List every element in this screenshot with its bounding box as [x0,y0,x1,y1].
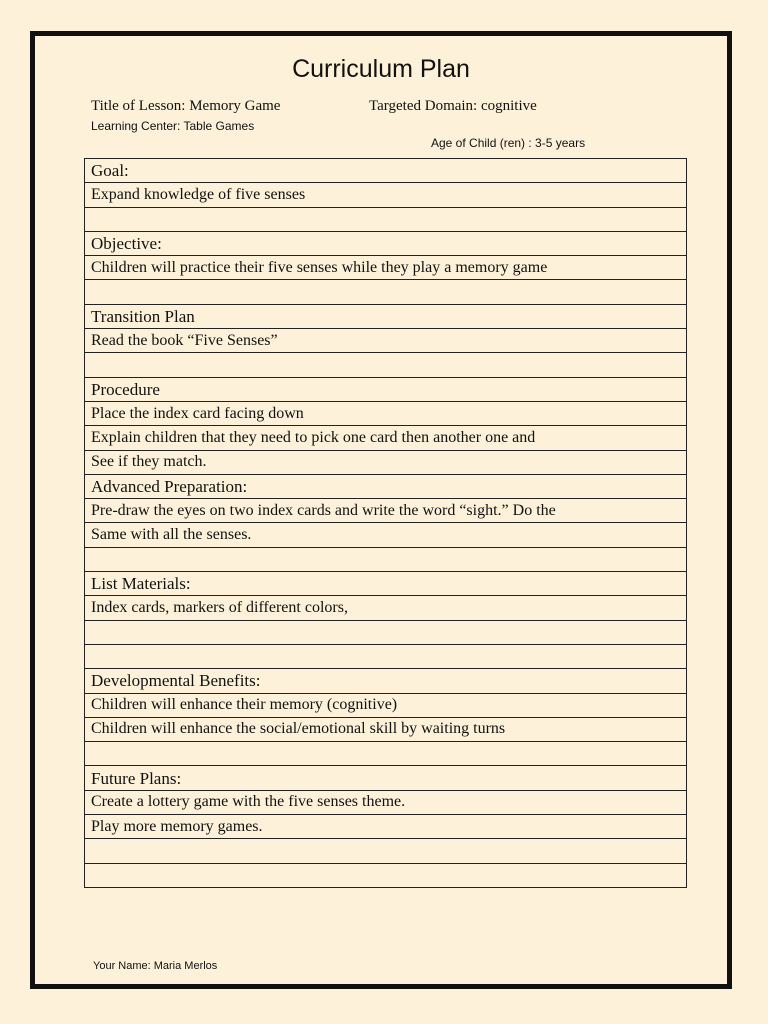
table-row [85,547,687,571]
table-row [85,620,687,644]
section-cell: Pre-draw the eyes on two index cards and write the word “sight.” Do the [85,499,687,523]
section-cell: Children will enhance the social/emotional skill by waiting turns [85,717,687,741]
section-heading: Procedure [85,377,687,401]
table-row [85,450,687,474]
table-row [85,377,687,401]
table-row [85,669,687,693]
table-row [85,815,687,839]
plan-table-body [85,159,687,888]
section-heading: Transition Plan [85,304,687,328]
section-heading: Future Plans: [85,766,687,790]
learning-center: Learning Center: Table Games [91,119,255,133]
table-row [85,742,687,766]
section-cell [85,839,687,863]
plan-table [84,158,687,888]
section-heading: Goal: [85,159,687,183]
section-cell: Create a lottery game with the five senses theme. [85,790,687,814]
section-cell: Read the book “Five Senses” [85,329,687,353]
author-name: Your Name: Maria Merlos [93,960,218,972]
table-row [85,717,687,741]
table-row [85,231,687,255]
section-cell: Same with all the senses. [85,523,687,547]
table-row [85,280,687,304]
section-cell: Place the index card facing down [85,401,687,425]
section-cell: Play more memory games. [85,815,687,839]
section-cell: Expand knowledge of five senses [85,183,687,207]
section-cell [85,742,687,766]
section-cell [85,547,687,571]
table-row [85,790,687,814]
document-frame [30,31,732,989]
page-title: Curriculum Plan [292,55,470,83]
lesson-title: Title of Lesson: Memory Game [91,98,281,114]
section-heading: Developmental Benefits: [85,669,687,693]
section-cell [85,280,687,304]
table-row [85,572,687,596]
table-row [85,401,687,425]
table-row [85,183,687,207]
section-cell [85,620,687,644]
table-row [85,766,687,790]
section-heading: Objective: [85,231,687,255]
child-age: Age of Child (ren) : 3-5 years [431,136,586,150]
table-row [85,353,687,377]
section-cell [85,353,687,377]
table-row [85,693,687,717]
section-heading: List Materials: [85,572,687,596]
table-row [85,499,687,523]
section-cell: Index cards, markers of different colors, [85,596,687,620]
table-row [85,159,687,183]
table-row [85,523,687,547]
table-row [85,426,687,450]
table-row [85,596,687,620]
table-row [85,474,687,498]
table-row [85,256,687,280]
section-cell: Children will enhance their memory (cognitive) [85,693,687,717]
section-cell: See if they match. [85,450,687,474]
section-cell [85,863,687,887]
table-row [85,863,687,887]
section-cell: Children will practice their five senses while they play a memory game [85,256,687,280]
section-cell: Explain children that they need to pick one card then another one and [85,426,687,450]
table-row [85,839,687,863]
section-heading: Advanced Preparation: [85,474,687,498]
table-row [85,644,687,668]
section-cell [85,207,687,231]
section-cell [85,644,687,668]
targeted-domain: Targeted Domain: cognitive [369,98,537,114]
table-row [85,329,687,353]
table-row [85,304,687,328]
table-row [85,207,687,231]
